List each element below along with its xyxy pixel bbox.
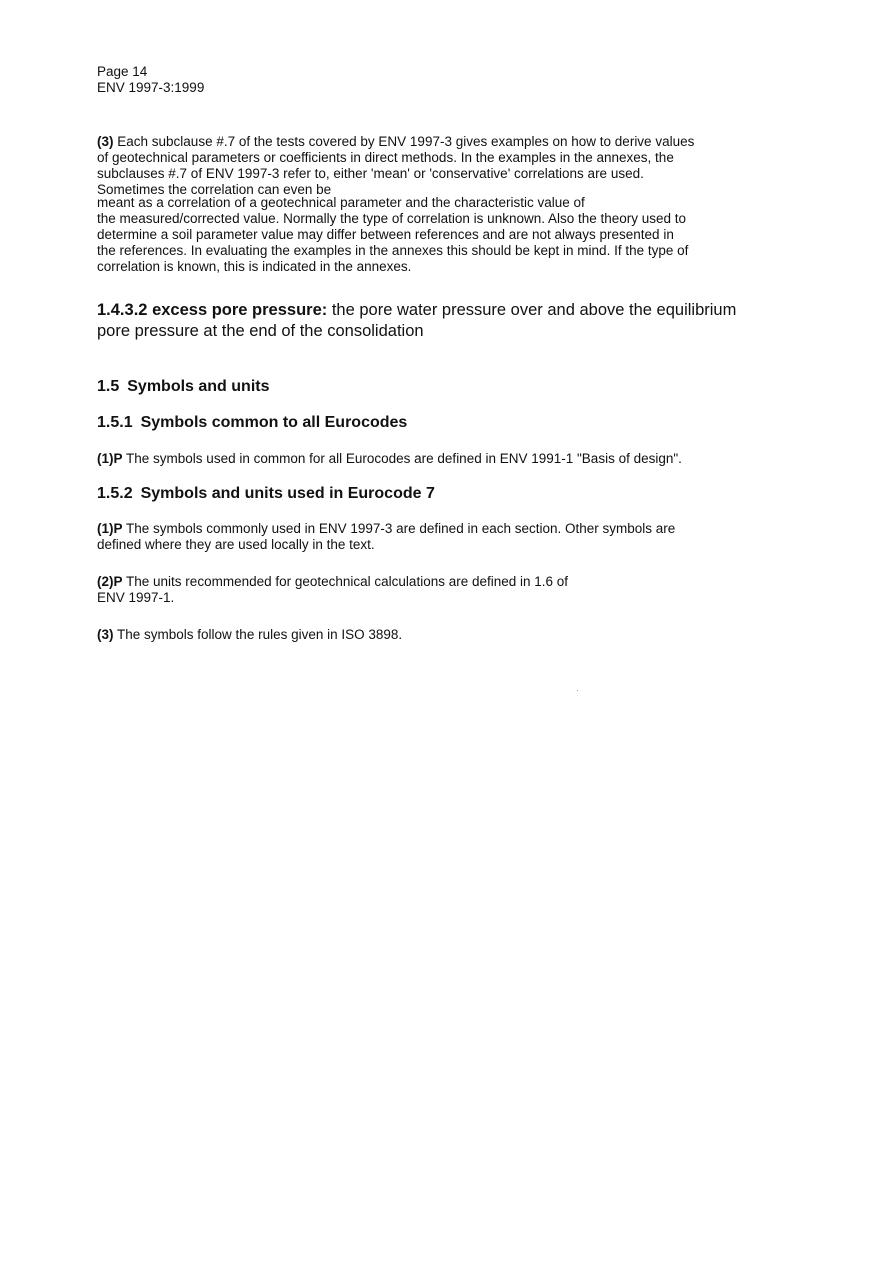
definition-excess-pore-pressure <box>97 300 736 342</box>
scan-speck <box>577 690 578 691</box>
paragraph-2p-units <box>97 574 568 606</box>
section-title: Symbols and units used in Eurocode 7 <box>140 485 435 502</box>
page-number: Page 14 <box>97 64 148 79</box>
paragraph-line: Sometimes the correlation can even be <box>97 182 332 197</box>
paragraph-line: meant as a correlation of a geotechnical parameter and the characteristic value of <box>97 195 585 210</box>
clause-label: (3) <box>97 627 114 642</box>
paragraph-line: the measured/corrected value. Normally the type of correlation is unknown. Also the theory used to <box>97 211 687 226</box>
paragraph-1p-common-symbols <box>97 451 682 467</box>
section-title: Symbols common to all Eurocodes <box>140 414 408 431</box>
paragraph-text: The symbols follow the rules given in ISO 3898. <box>117 627 403 642</box>
clause-label: (1)P <box>97 451 123 466</box>
clause-label: (2)P <box>97 574 123 589</box>
section-heading-1-5 <box>97 378 270 396</box>
section-heading-1-5-1 <box>97 414 407 432</box>
definition-term: excess pore pressure: <box>152 301 328 319</box>
paragraph-1p-symbols-used <box>97 521 675 553</box>
section-heading-1-5-2 <box>97 485 435 503</box>
paragraph-3-iso-rules <box>97 627 402 643</box>
paragraph-line: the references. In evaluating the examples in the annexes this should be kept in mind. If the type of <box>97 243 689 258</box>
paragraph-text-continued: defined where they are used locally in the text. <box>97 537 375 552</box>
page-header <box>97 64 204 96</box>
section-title: Symbols and units <box>127 378 270 395</box>
section-number: 1.5 <box>97 378 120 395</box>
clause-label: (3) <box>97 134 114 149</box>
definition-number: 1.4.3.2 <box>97 301 148 319</box>
paragraph-text: The symbols used in common for all Eurocodes are defined in ENV 1991-1 "Basis of design". <box>126 451 682 466</box>
paragraph-text-continued: ENV 1997-1. <box>97 590 175 605</box>
section-number: 1.5.2 <box>97 485 133 502</box>
paragraph-line: (3) Each subclause #.7 of the tests covered by ENV 1997-3 gives examples on how to derive values <box>97 134 695 149</box>
paragraph-text: The symbols commonly used in ENV 1997-3 are defined in each section. Other symbols are <box>126 521 676 536</box>
paragraph-line: determine a soil parameter value may differ between references and are not always presented in <box>97 227 674 242</box>
paragraph-text: The units recommended for geotechnical calculations are defined in 1.6 of <box>126 574 569 589</box>
paragraph-line: correlation is known, this is indicated in the annexes. <box>97 259 412 274</box>
definition-text-continued: pore pressure at the end of the consolidation <box>97 322 424 340</box>
standard-reference: ENV 1997-3:1999 <box>97 80 205 95</box>
section-number: 1.5.1 <box>97 414 133 431</box>
definition-text: the pore water pressure over and above the equilibrium <box>331 301 737 319</box>
clause-label: (1)P <box>97 521 123 536</box>
paragraph-3-correlations <box>97 134 694 275</box>
paragraph-line: of geotechnical parameters or coefficients in direct methods. In the examples in the annexes, the <box>97 150 674 165</box>
paragraph-line: subclauses #.7 of ENV 1997-3 refer to, either 'mean' or 'conservative' correlations are used. <box>97 166 644 181</box>
